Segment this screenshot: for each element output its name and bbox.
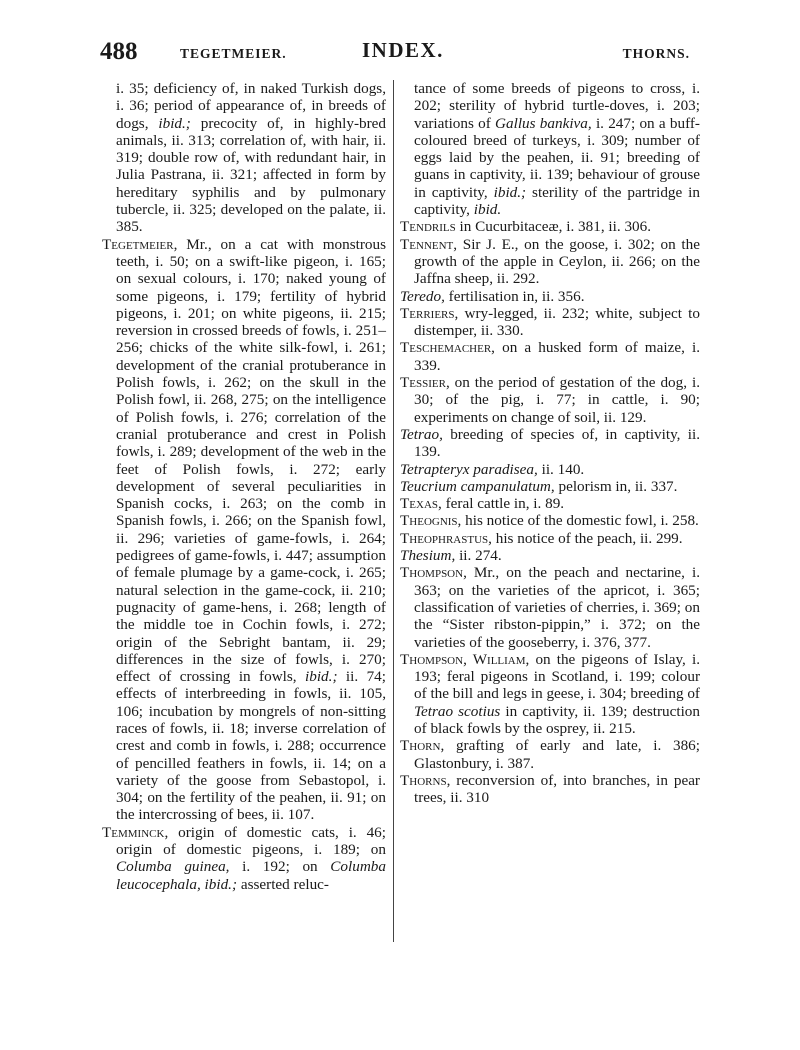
index-entry	[400, 288, 700, 305]
running-head-right: THORNS.	[622, 46, 690, 61]
index-entry	[400, 80, 700, 218]
entry-headword: Texas,	[400, 495, 442, 513]
entry-text: in Cucurbitaceæ, i. 381, ii. 306.	[455, 218, 652, 236]
entry-text: his notice of the domestic fowl, i. 258.	[461, 512, 699, 530]
italic-text: Tetrao scotius	[414, 702, 501, 720]
entry-text: grafting of early and late, i. 386; Glastonbury, i. 387.	[414, 737, 700, 772]
entry-text: wry-legged, ii. 232; white, subject to distemper, ii. 330.	[414, 304, 700, 340]
index-entry	[400, 737, 700, 772]
index-entry	[400, 426, 700, 461]
index-entry	[400, 461, 700, 478]
italic-text: ibid.;	[158, 114, 191, 132]
entry-text: Mr., on the peach and nectarine, i. 363; on the varieties of the apricot, i. 365; classification of varieties of cherries, i. 369; on the “Sister ribston-pippin,” i. 372; on the varieties of the gooseberry, i. 376, 377.	[414, 564, 700, 651]
entry-headword: Temminck,	[102, 823, 169, 841]
entry-text: his notice of the peach, ii. 299.	[491, 529, 683, 547]
index-entry	[400, 305, 700, 340]
page-header	[100, 34, 700, 74]
entry-text: feral cattle in, i. 89.	[441, 495, 565, 513]
entry-text: precocity of, in highly-bred animals, ii. 313; correlation of, with hair, ii. 319; double row of, with redundant hair, in Julia Pastrana, ii. 321; affected in form by hereditary syphilis and by pulmonary tubercle, ii. 325; developed on the palate, ii. 385.	[116, 114, 386, 236]
entry-headword: Tennent,	[400, 235, 458, 253]
entry-text: i. 192; on	[229, 858, 331, 876]
entry-headword: Thorns,	[400, 771, 451, 789]
entry-headword: Theophrastus,	[400, 529, 492, 547]
entry-headword: Tegetmeier,	[102, 235, 178, 253]
index-entry	[400, 512, 700, 529]
entry-headword: Thompson,	[400, 564, 467, 582]
italic-text: Columba guinea,	[116, 858, 230, 876]
entry-text: on the pigeons of Islay, i. 193; feral pigeons in Scotland, i. 199; colour of the bill and legs in geese, i. 304; breeding of	[414, 650, 700, 703]
entry-text: i. 247; on a buff-coloured breed of turkeys, i. 309; number of eggs laid by the peahen, ii. 91; breeding of guans in captivity, ii. 139; behaviour of grouse in captivity,	[414, 114, 700, 201]
entry-text: ii. 140.	[537, 460, 585, 478]
index-entry	[400, 651, 700, 737]
entry-headword: Teredo,	[400, 287, 445, 305]
entry-text: sterility of the partridge in captivity,	[414, 183, 700, 219]
entry-headword: Thorn,	[400, 737, 445, 755]
running-head-left: TEGETMEIER.	[180, 46, 287, 61]
index-entry	[400, 374, 700, 426]
column-divider	[393, 80, 394, 942]
index-entry	[102, 236, 386, 824]
left-column	[102, 80, 386, 893]
index-entry	[400, 495, 700, 512]
entry-headword: Tetrapteryx paradisea,	[400, 460, 538, 478]
entry-text: i. 35; deficiency of, in naked Turkish dogs, i. 36; period of appearance of, in breeds of dogs,	[116, 80, 386, 132]
italic-text: ibid.;	[305, 668, 338, 686]
index-entry	[102, 824, 386, 893]
entry-text: asserted reluc-	[237, 875, 329, 893]
italic-text: Columba leucocephala, ibid.;	[116, 858, 386, 893]
page-number: 488	[100, 38, 138, 65]
index-entry	[400, 564, 700, 650]
index-entry	[400, 478, 700, 495]
entry-text: in captivity, ii. 139; destruction of black fowls by the osprey, ii. 215.	[414, 702, 700, 737]
entry-headword: Teucrium campanulatum,	[400, 477, 555, 495]
index-entry	[102, 80, 386, 236]
index-entry	[400, 530, 700, 547]
entry-text: breeding of species of, in captivity, ii. 139.	[414, 425, 700, 461]
entry-text: ii. 274.	[455, 547, 502, 565]
entry-headword: Theognis,	[400, 512, 462, 530]
entry-headword: Thompson, William,	[400, 650, 530, 668]
entry-headword: Teschemacher,	[400, 339, 495, 357]
index-entry	[400, 218, 700, 235]
entry-text: pelorism in, ii. 337.	[554, 477, 678, 495]
entry-text: on a husked form of maize, i. 339.	[414, 339, 700, 374]
italic-text: ibid.	[473, 201, 502, 219]
entry-headword: Tetrao,	[400, 425, 443, 443]
page-title: INDEX.	[362, 38, 444, 62]
entry-headword: Tendrils	[400, 218, 456, 236]
entry-headword: Thesium,	[400, 547, 456, 565]
index-entry	[400, 772, 700, 807]
entry-text: fertilisation in, ii. 356.	[444, 287, 585, 305]
entry-text: Sir J. E., on the goose, i. 302; on the growth of the apple in Ceylon, ii. 266; on the Jaffna sheep, ii. 292.	[414, 235, 700, 288]
entry-headword: Terriers,	[400, 304, 459, 322]
italic-text: ibid.;	[493, 183, 527, 201]
entry-text: reconversion of, into branches, in pear trees, ii. 310	[414, 771, 700, 807]
entry-text: tance of some breeds of pigeons to cross, i. 202; sterility of hybrid turtle-doves, i. 203; variations of	[414, 80, 700, 132]
index-entry	[400, 547, 700, 564]
right-column	[400, 80, 700, 806]
index-entry	[400, 339, 700, 374]
entry-text: ii. 74; effects of interbreeding in fowls, ii. 105, 106; incubation by mongrels of non-sitting races of fowls, ii. 18; inverse correlation of crest and comb in fowls, i. 288; occurrence of pencilled feathers in fowls, ii. 14; on a variety of the goose from Sebastopol, i. 304; on the fertility of the peahen, ii. 91; on the intercrossing of bees, ii. 107.	[116, 668, 386, 824]
index-entry	[400, 236, 700, 288]
italic-text: Gallus bankiva,	[495, 114, 592, 132]
entry-text: Mr., on a cat with monstrous teeth, i. 50; on a swift-like pigeon, i. 165; on sexual colours, i. 170; naked young of some pigeons, i. 179; fertility of hybrid pigeons, i. 201; on white pigeons, ii. 215; reversion in crossed breeds of fowls, i. 251–256; chicks of the white silk-fowl, i. 261; development of the cranial protuberance in Polish fowls, i. 262; on the skull in the Polish fowl, ii. 268, 275; on the intelligence of Polish fowls, i. 276; correlation of the cranial protuberance and crest in Polish fowls, i. 289; development of the web in the feet of Polish fowls, i. 272; early development of several peculiarities in Spanish cocks, i. 263; on the comb in Spanish fowls, i. 266; on the Spanish fowl, ii. 296; varieties of game-fowls, i. 264; pedigrees of game-fowls, i. 447; assumption of female plumage by a game-cock, i. 265; natural selection in the game-cock, ii. 210; pugnacity of game-hens, i. 268; length of the middle toe in Cochin fowls, i. 272; origin of the Sebright bantam, ii. 29; differences in the size of fowls, i. 270; effect of crossing in fowls,	[116, 235, 386, 686]
entry-headword: Tessier,	[400, 374, 450, 392]
entry-text: origin of domestic cats, i. 46; origin of domestic pigeons, i. 189; on	[116, 823, 386, 859]
entry-text: on the period of gestation of the dog, i. 30; of the pig, i. 77; in cattle, i. 90; experiments on change of soil, ii. 129.	[414, 374, 700, 426]
